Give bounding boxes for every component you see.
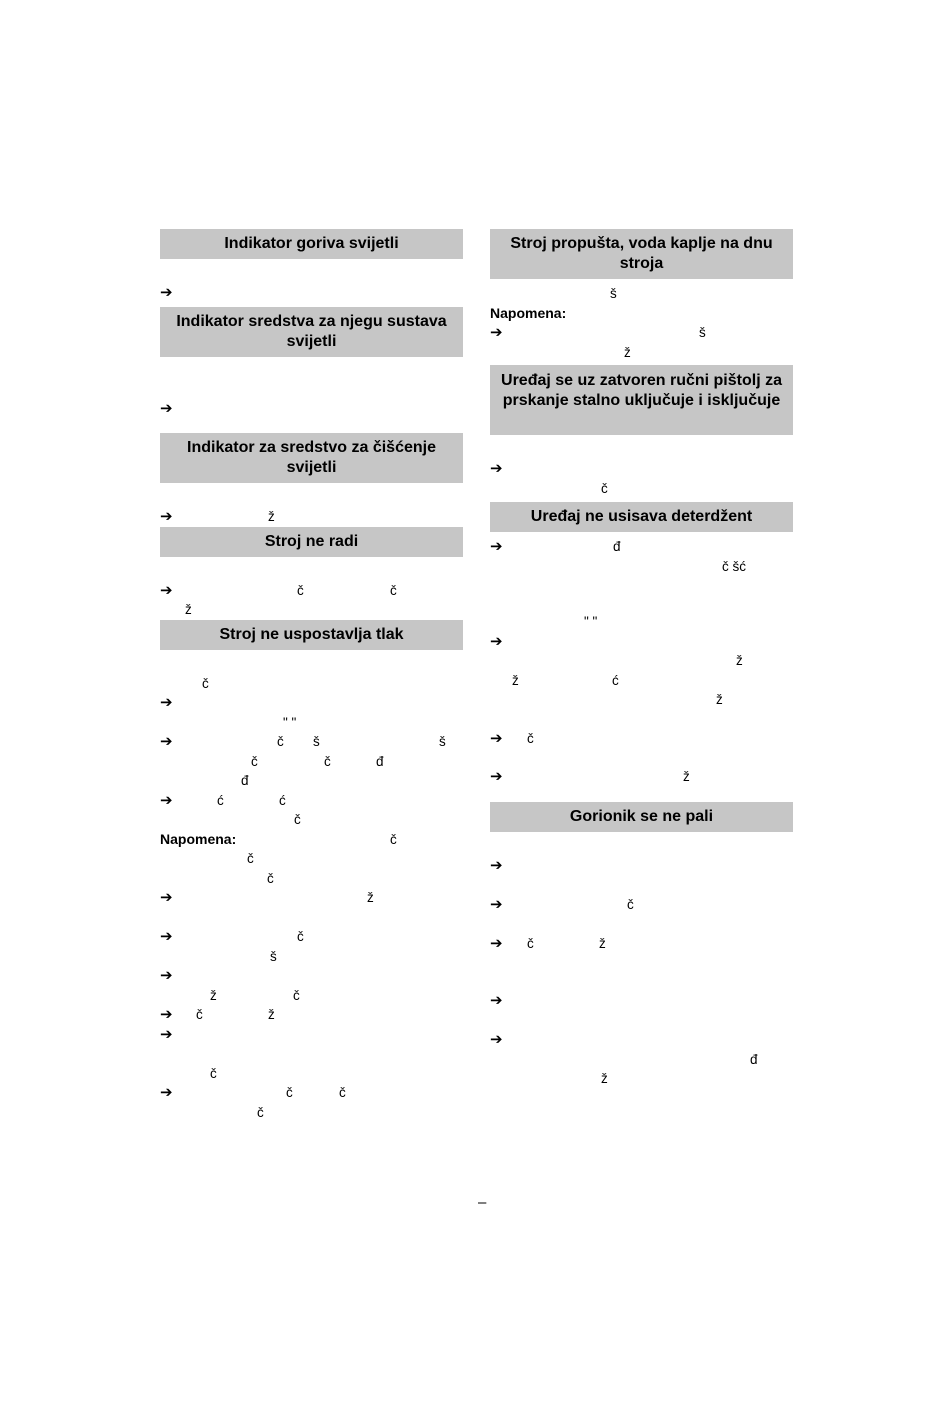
- text-fragment: č: [324, 753, 331, 769]
- arrow-icon: ➔: [490, 632, 503, 650]
- text-fragment: ž: [624, 344, 631, 360]
- text-fragment: č: [390, 831, 397, 847]
- arrow-icon: ➔: [160, 1006, 173, 1023]
- section-heading-machine-leaks: Stroj propušta, voda kaplje na dnu stroja: [490, 229, 793, 279]
- text-line: [490, 479, 793, 499]
- text-line: [160, 947, 463, 967]
- arrow-icon: ➔: [490, 992, 503, 1009]
- arrow-icon: ➔: [160, 791, 173, 809]
- text-fragment: č: [527, 730, 534, 746]
- section-heading-machine-not-working: Stroj ne radi: [160, 527, 463, 557]
- arrow-icon: ➔: [160, 1025, 173, 1043]
- text-fragment: ž: [736, 653, 743, 668]
- list-item: [160, 927, 463, 947]
- text-line: [490, 612, 793, 632]
- text-fragment: đ: [750, 1051, 758, 1067]
- list-item: [160, 1025, 463, 1045]
- list-item: [160, 399, 463, 419]
- quote-marks: " ": [283, 714, 297, 730]
- text-fragment: ć: [612, 672, 619, 688]
- page-number: –: [478, 1194, 487, 1211]
- text-fragment: č: [247, 851, 254, 866]
- list-item: [160, 283, 463, 303]
- text-fragment: š: [270, 948, 277, 964]
- text-fragment: č: [257, 1104, 264, 1120]
- text-fragment: č: [286, 1085, 293, 1100]
- arrow-icon: ➔: [490, 729, 503, 747]
- section-heading-cycling-on-off: Uređaj se uz zatvoren ručni pištolj za prskanje stalno uključuje i isključuje: [490, 365, 793, 435]
- arrow-icon: ➔: [160, 581, 173, 599]
- arrow-icon: ➔: [160, 967, 173, 984]
- list-item: [160, 581, 463, 601]
- list-item: [490, 537, 793, 557]
- text-fragment: ć: [279, 792, 286, 808]
- text-line: [490, 690, 793, 710]
- arrow-icon: ➔: [490, 768, 503, 785]
- text-fragment: ž: [683, 769, 690, 784]
- text-line: [160, 752, 463, 772]
- text-fragment: č: [297, 582, 304, 598]
- section-heading-no-detergent-suction: Uređaj ne usisava deterdžent: [490, 502, 793, 532]
- text-line: [160, 771, 463, 791]
- list-item: [490, 991, 793, 1011]
- arrow-icon: ➔: [160, 928, 173, 945]
- text-fragment: č: [339, 1085, 346, 1100]
- list-item: [490, 1030, 793, 1050]
- text-line: [160, 810, 463, 830]
- text-fragment: č: [196, 1007, 203, 1022]
- list-item: [160, 791, 463, 811]
- text-fragment: ž: [716, 692, 723, 707]
- list-item: [160, 732, 463, 752]
- arrow-icon: ➔: [490, 1031, 503, 1048]
- list-item: [490, 767, 793, 787]
- text-fragment: ž: [601, 1071, 608, 1086]
- arrow-icon: ➔: [160, 1084, 173, 1101]
- text-line: [490, 343, 793, 363]
- text-line: [490, 284, 793, 304]
- text-line: [160, 849, 463, 869]
- text-fragment: š: [610, 286, 617, 301]
- text-fragment: đ: [613, 539, 621, 554]
- arrow-icon: ➔: [160, 508, 173, 525]
- text-line: [160, 986, 463, 1006]
- text-line: [490, 1050, 793, 1070]
- text-fragment: č: [297, 929, 304, 944]
- list-item: [160, 1083, 463, 1103]
- text-fragment: đ: [376, 753, 384, 769]
- text-fragment: ž: [185, 602, 192, 617]
- arrow-icon: ➔: [490, 895, 503, 913]
- text-fragment: š: [439, 734, 446, 749]
- text-fragment: ž: [210, 987, 217, 1003]
- arrow-icon: ➔: [490, 460, 503, 477]
- text-fragment: š: [313, 734, 320, 749]
- arrow-icon: ➔: [490, 934, 503, 952]
- right-column: [490, 229, 793, 1089]
- list-item: [490, 459, 793, 479]
- arrow-icon: ➔: [160, 284, 173, 301]
- text-fragment: ž: [268, 1007, 275, 1022]
- text-fragment: č: [210, 1065, 217, 1081]
- section-heading-fuel-indicator: Indikator goriva svijetli: [160, 229, 463, 259]
- text-line: [490, 1069, 793, 1089]
- text-fragment: č: [251, 753, 258, 769]
- text-fragment: ž: [512, 672, 519, 688]
- text-line: [160, 869, 463, 889]
- text-line: [490, 651, 793, 671]
- text-fragment: č šć: [722, 558, 747, 574]
- list-item: [160, 888, 463, 908]
- text-line: [160, 600, 463, 620]
- list-item: [490, 729, 793, 749]
- arrow-icon: ➔: [490, 538, 503, 555]
- arrow-icon: ➔: [160, 889, 173, 906]
- text-fragment: č: [293, 987, 300, 1003]
- text-line: [160, 1103, 463, 1123]
- section-heading-no-pressure: Stroj ne uspostavlja tlak: [160, 620, 463, 650]
- text-fragment: š: [699, 325, 706, 340]
- list-item: [490, 856, 793, 876]
- arrow-icon: ➔: [160, 733, 173, 750]
- left-column: [160, 229, 463, 1122]
- arrow-icon: ➔: [490, 856, 503, 874]
- list-item: [160, 1005, 463, 1025]
- list-item: [490, 895, 793, 915]
- text-fragment: č: [627, 896, 634, 912]
- text-line: [490, 671, 793, 691]
- text-fragment: č: [601, 480, 608, 496]
- section-heading-system-care-indicator: Indikator sredstva za njegu sustava svijetli: [160, 307, 463, 357]
- quote-marks: " ": [584, 614, 598, 629]
- text-line: [160, 674, 463, 694]
- arrow-icon: ➔: [490, 324, 503, 341]
- text-fragment: đ: [241, 773, 249, 788]
- text-fragment: č: [527, 935, 534, 951]
- list-item: [160, 507, 463, 527]
- section-heading-detergent-indicator: Indikator za sredstvo za čišćenje svijetli: [160, 433, 463, 483]
- text-fragment: č: [277, 734, 284, 749]
- text-fragment: č: [390, 582, 397, 598]
- note-label: Napomena:: [160, 830, 237, 847]
- list-item: [490, 934, 793, 954]
- text-line: [490, 557, 793, 577]
- note-label: Napomena:: [490, 304, 567, 321]
- text-fragment: ć: [217, 792, 224, 808]
- text-line: [160, 1064, 463, 1084]
- text-fragment: č: [294, 812, 301, 827]
- text-fragment: ž: [367, 890, 374, 905]
- note-line: [490, 304, 793, 324]
- list-item: [490, 323, 793, 343]
- text-fragment: ž: [268, 509, 275, 524]
- text-fragment: č: [267, 870, 274, 886]
- list-item: [160, 966, 463, 986]
- text-line: [160, 713, 463, 733]
- list-item: [490, 632, 793, 652]
- section-heading-burner-not-igniting: Gorionik se ne pali: [490, 802, 793, 832]
- note-line: [160, 830, 463, 850]
- arrow-icon: ➔: [160, 399, 173, 417]
- text-fragment: č: [202, 675, 209, 691]
- list-item: [160, 693, 463, 713]
- arrow-icon: ➔: [160, 694, 173, 711]
- text-fragment: ž: [599, 935, 606, 951]
